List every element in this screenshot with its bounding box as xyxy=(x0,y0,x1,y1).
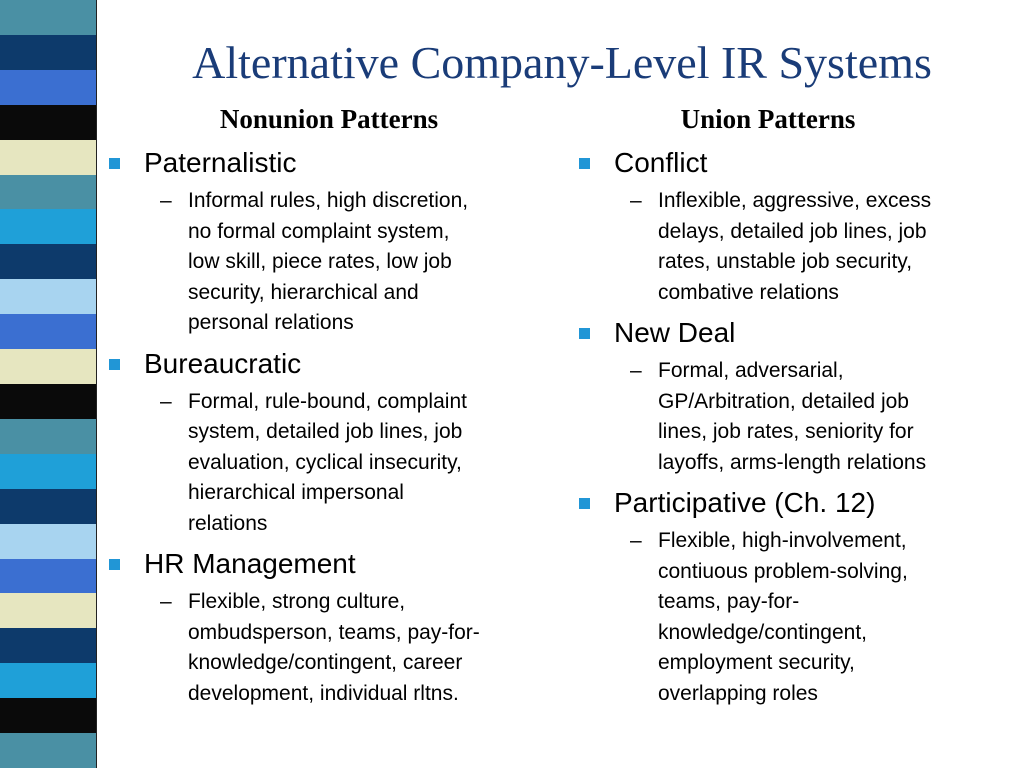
description-line: Flexible, strong culture, xyxy=(188,590,406,613)
stripe-segment xyxy=(0,524,96,559)
description-line: delays, detailed job lines, job xyxy=(658,219,927,243)
stripe-segment xyxy=(0,105,96,140)
dash-bullet-icon: – xyxy=(160,590,172,613)
pattern-conflict xyxy=(575,146,1015,308)
decorative-stripe xyxy=(0,0,97,768)
description-line: rates, unstable job security, xyxy=(658,250,913,273)
description-line: Flexible, high-involvement, xyxy=(658,529,907,552)
stripe-segment xyxy=(0,489,96,524)
pattern-description xyxy=(658,356,926,478)
dash-bullet-icon: – xyxy=(630,359,642,382)
square-bullet-icon xyxy=(579,328,590,339)
stripe-segment xyxy=(0,244,96,279)
stripe-segment xyxy=(0,314,96,349)
square-bullet-icon xyxy=(109,158,120,169)
stripe-segment xyxy=(0,419,96,454)
description-line: Inflexible, aggressive, excess xyxy=(658,189,932,212)
pattern-description xyxy=(658,186,931,308)
square-bullet-icon xyxy=(579,498,590,509)
square-bullet-icon xyxy=(109,559,120,570)
description-line: Formal, rule-bound, complaint xyxy=(188,389,467,413)
pattern-label: Paternalistic xyxy=(144,147,297,178)
dash-bullet-icon: – xyxy=(630,529,642,552)
pattern-label: New Deal xyxy=(614,317,736,348)
description-line: personal relations xyxy=(188,311,354,334)
stripe-segment xyxy=(0,349,96,384)
pattern-participative xyxy=(575,486,1015,709)
description-line: GP/Arbitration, detailed job xyxy=(658,389,909,413)
description-line: Formal, adversarial, xyxy=(658,359,844,382)
pattern-label: Participative (Ch. 12) xyxy=(614,487,876,518)
pattern-description xyxy=(188,387,467,540)
pattern-description xyxy=(188,186,468,339)
description-line: layoffs, arms-length relations xyxy=(658,450,927,474)
union-heading: Union Patterns xyxy=(680,104,856,134)
description-line: security, hierarchical and xyxy=(188,280,419,304)
pattern-new-deal xyxy=(575,316,1015,478)
description-line: knowledge/contingent, xyxy=(658,620,867,644)
stripe-segment xyxy=(0,698,96,733)
description-line: relations xyxy=(188,511,268,535)
dash-bullet-icon: – xyxy=(630,189,642,212)
description-line: evaluation, cyclical insecurity, xyxy=(188,450,462,474)
nonunion-column xyxy=(105,146,545,709)
description-line: knowledge/contingent, career xyxy=(188,651,463,674)
pattern-paternalistic xyxy=(105,146,545,339)
pattern-label: HR Management xyxy=(144,548,356,579)
description-line: Informal rules, high discretion, xyxy=(188,189,469,212)
stripe-segment xyxy=(0,209,96,244)
description-line: overlapping roles xyxy=(658,681,818,705)
stripe-segment xyxy=(0,140,96,175)
pattern-description xyxy=(658,526,908,709)
stripe-segment xyxy=(0,0,96,35)
square-bullet-icon xyxy=(109,359,120,370)
pattern-hr-management xyxy=(105,547,545,709)
description-line: teams, pay-for- xyxy=(658,590,800,613)
stripe-segment xyxy=(0,35,96,70)
stripe-segment xyxy=(0,175,96,210)
stripe-segment xyxy=(0,384,96,419)
description-line: hierarchical impersonal xyxy=(188,481,404,504)
description-line: combative relations xyxy=(658,280,839,304)
square-bullet-icon xyxy=(579,158,590,169)
stripe-segment xyxy=(0,70,96,105)
dash-bullet-icon: – xyxy=(160,189,172,212)
description-line: low skill, piece rates, low job xyxy=(188,250,452,273)
nonunion-heading: Nonunion Patterns xyxy=(219,104,439,134)
pattern-bureaucratic xyxy=(105,347,545,540)
slide-title: Alternative Company-Level IR Systems xyxy=(192,37,932,88)
stripe-segment xyxy=(0,628,96,663)
stripe-segment xyxy=(0,559,96,594)
stripe-segment xyxy=(0,593,96,628)
stripe-segment xyxy=(0,279,96,314)
description-line: no formal complaint system, xyxy=(188,219,450,243)
description-line: employment security, xyxy=(658,651,855,674)
stripe-segment xyxy=(0,454,96,489)
pattern-description xyxy=(188,587,480,709)
description-line: lines, job rates, seniority for xyxy=(658,420,914,443)
description-line: ombudsperson, teams, pay-for- xyxy=(188,620,480,644)
pattern-label: Bureaucratic xyxy=(144,347,302,379)
description-line: system, detailed job lines, job xyxy=(188,420,463,443)
pattern-label: Conflict xyxy=(614,147,708,178)
description-line: development, individual rltns. xyxy=(188,681,459,705)
stripe-segment xyxy=(0,663,96,698)
union-column xyxy=(575,146,1015,709)
description-line: contiuous problem-solving, xyxy=(658,559,908,583)
dash-bullet-icon: – xyxy=(160,389,172,413)
stripe-segment xyxy=(0,733,96,768)
